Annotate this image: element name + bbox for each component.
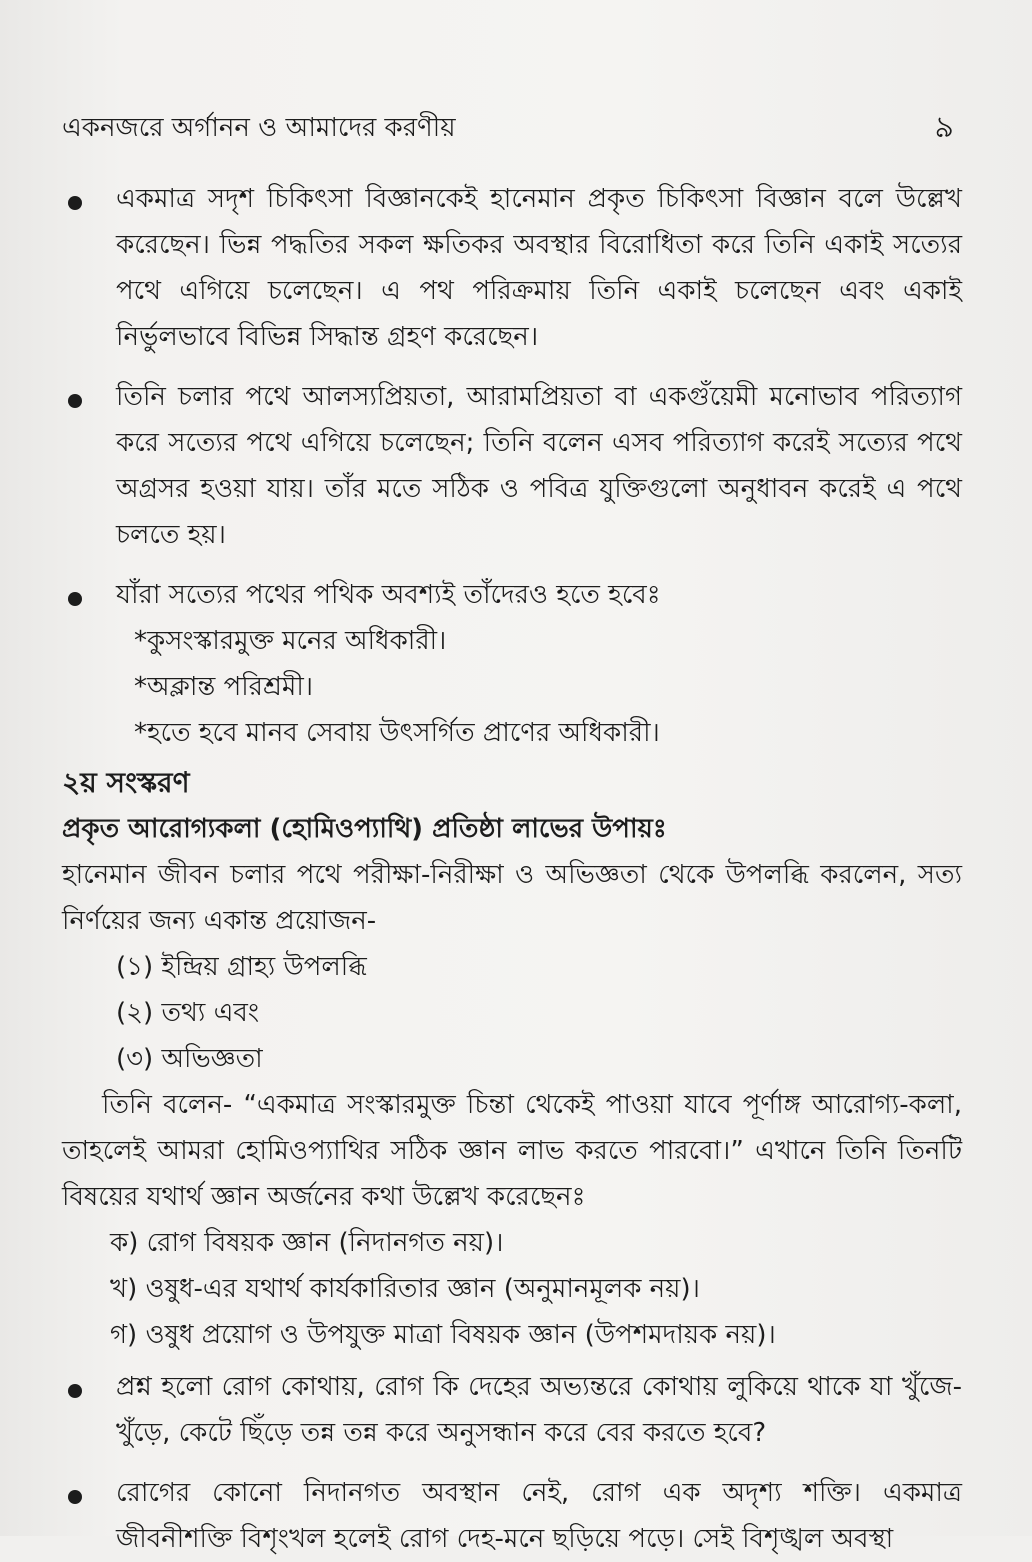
running-head: একনজরে অর্গানন ও আমাদের করণীয়	[62, 113, 456, 143]
bullet-dot-icon	[68, 196, 82, 210]
knowledge-item: ক) রোগ বিষয়ক জ্ঞান (নিদানগত নয়)।	[110, 1228, 504, 1258]
knowledge-item: গ) ওষুধ প্রয়োগ ও উপযুক্ত মাত্রা বিষয়ক জ্ঞান (উপশমদায়ক নয়)।	[110, 1320, 776, 1350]
bullet-item	[62, 1470, 962, 1562]
bullet-item	[62, 176, 962, 360]
quality-item: *হতে হবে মানব সেবায় উৎসর্গিত প্রাণের অধিকারী।	[134, 718, 660, 748]
quality-item: *কুসংস্কারমুক্ত মনের অধিকারী।	[134, 626, 447, 656]
quality-item: *অক্লান্ত পরিশ্রমী।	[134, 672, 314, 702]
section-title: প্রকৃত আরোগ্যকলা (হোমিওপ্যাথি) প্রতিষ্ঠা লাভের উপায়ঃ	[62, 814, 667, 844]
need-item: (৩) অভিজ্ঞতা	[116, 1044, 263, 1074]
intro-paragraph: হানেমান জীবন চলার পথে পরীক্ষা-নিরীক্ষা ও অভিজ্ঞতা থেকে উপলব্ধি করলেন, সত্য নির্ণয়ের জন্য একান্ত প্রয়োজন-	[62, 860, 962, 936]
bullet-text: রোগের কোনো নিদানগত অবস্থান নেই, রোগ এক অদৃশ্য শক্তি। একমাত্র জীবনীশক্তি বিশৃংখল হলেই রোগ দেহ-মনে ছড়িয়ে পড়ে। সেই বিশৃঙ্খল অবস্থা	[116, 1478, 962, 1554]
bullet-dot-icon	[68, 1490, 82, 1504]
bullet-dot-icon	[68, 1384, 82, 1398]
page-number: ৯	[934, 110, 954, 145]
page-content	[62, 176, 962, 1562]
need-item: (২) তথ্য এবং	[116, 998, 260, 1028]
bullet-dot-icon	[68, 592, 82, 606]
bullet-item	[62, 1364, 962, 1456]
knowledge-item: খ) ওষুধ-এর যথার্থ কার্যকারিতার জ্ঞান (অনুমানমূলক নয়)।	[110, 1274, 700, 1304]
bullet-text: একমাত্র সদৃশ চিকিৎসা বিজ্ঞানকেই হানেমান প্রকৃত চিকিৎসা বিজ্ঞান বলে উল্লেখ করেছেন। ভিন্ন পদ্ধতির সকল ক্ষতিকর অবস্থার বিরোধিতা করে তিনি একাই সত্যের পথে এগিয়ে চলেছেন। এ পথ পরিক্রমায় তিনি একাই চলেছেন এবং একাই নির্ভুলভাবে বিভিন্ন সিদ্ধান্ত গ্রহণ করেছেন।	[116, 184, 962, 352]
edition-heading: ২য় সংস্করণ	[62, 766, 190, 799]
bullet-dot-icon	[68, 394, 82, 408]
bullet-item	[62, 374, 962, 558]
bullet-text: প্রশ্ন হলো রোগ কোথায়, রোগ কি দেহের অভ্যন্তরে কোথায় লুকিয়ে থাকে যা খুঁজে-খুঁড়ে, কেটে ছিঁড়ে তন্ন তন্ন করে অনুসন্ধান করে বের করতে হবে?	[116, 1372, 962, 1448]
need-item: (১) ইন্দ্রিয় গ্রাহ্য উপলব্ধি	[116, 952, 367, 982]
page-header	[62, 108, 954, 148]
bullet-item	[62, 572, 962, 618]
bullet-text: যাঁরা সত্যের পথের পথিক অবশ্যই তাঁদেরও হতে হবেঃ	[116, 580, 661, 610]
bullet-text: তিনি চলার পথে আলস্যপ্রিয়তা, আরামপ্রিয়তা বা একগুঁয়েমী মনোভাব পরিত্যাগ করে সত্যের পথে এগিয়ে চলেছেন; তিনি বলেন এসব পরিত্যাগ করেই সত্যের পথে অগ্রসর হওয়া যায়। তাঁর মতে সঠিক ও পবিত্র যুক্তিগুলো অনুধাবন করেই এ পথে চলতে হয়।	[116, 382, 962, 550]
quote-paragraph: তিনি বলেন- “একমাত্র সংস্কারমুক্ত চিন্তা থেকেই পাওয়া যাবে পূর্ণাঙ্গ আরোগ্য-কলা, তাহলেই আমরা হোমিওপ্যাথির সঠিক জ্ঞান লাভ করতে পারবো।” এখানে তিনি তিনটি বিষয়ের যথার্থ জ্ঞান অর্জনের কথা উল্লেখ করেছেনঃ	[62, 1090, 962, 1212]
